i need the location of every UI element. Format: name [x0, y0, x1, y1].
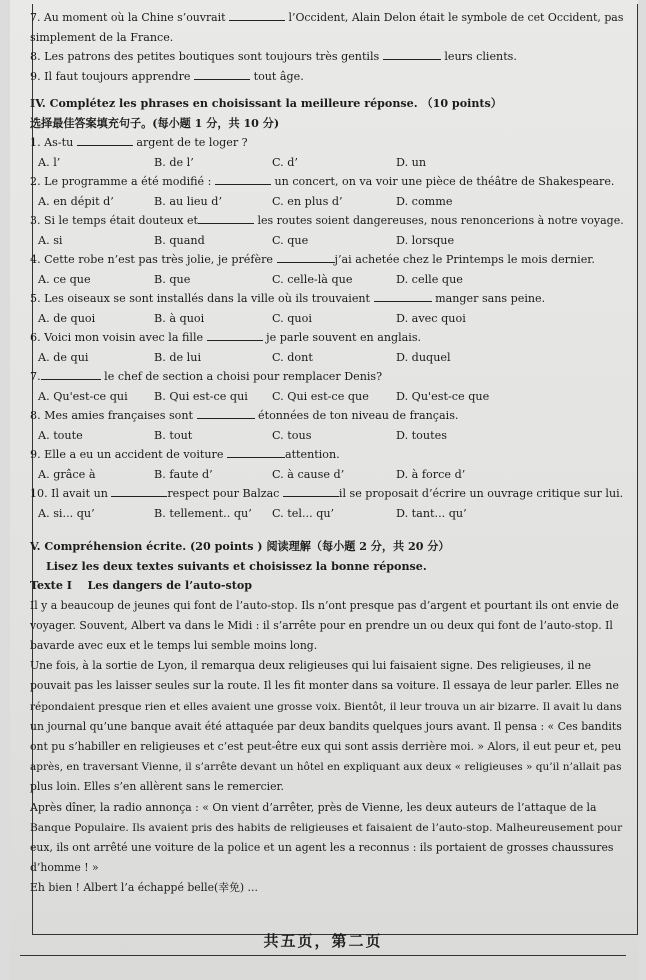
section-5-instruction: Lisez les deux textes suivants et choisissez la bonne réponse. [46, 559, 427, 573]
option-d[interactable]: D. toutes [396, 428, 447, 442]
option-a[interactable]: A. ce que [38, 272, 91, 286]
option-d[interactable]: D. celle que [396, 272, 463, 286]
option-d[interactable]: D. tant... qu’ [396, 506, 467, 520]
question-item: 6. Voici mon voisin avec la fille je parle souvent en anglais. A. de qui B. de lui C. dont D. duquel [30, 328, 626, 367]
option-a[interactable]: A. en dépit d’ [38, 194, 114, 208]
answer-blank[interactable] [194, 67, 250, 80]
text-line: eux, ils ont arrêté une voiture de la police et un agent les a reconnus : ils portaient de grosses chaussures [30, 840, 614, 854]
option-a[interactable]: A. de quoi [38, 311, 96, 325]
option-c[interactable]: C. d’ [272, 155, 298, 169]
option-d[interactable]: D. un [396, 155, 427, 169]
option-b[interactable]: B. quand [154, 233, 205, 247]
option-b[interactable]: B. que [154, 272, 191, 286]
option-a[interactable]: A. l’ [38, 155, 61, 169]
answer-blank[interactable] [207, 328, 263, 341]
question-item: 3. Si le temps était douteux et les routes soient dangereuses, nous renoncerions à notre voyage. A. si B. quand C. que D. lorsque [30, 211, 626, 250]
text-line: répondaient presque rien et elles avaient une grosse voix. Bientôt, il leur trouva un air bizarre. Il avait lu dans [30, 700, 622, 713]
option-d[interactable]: D. à force d’ [396, 467, 466, 481]
text-line: d’homme ! » [30, 861, 99, 875]
text-line: Une fois, à la sortie de Lyon, il remarqua deux religieuses qui lui faisaient signe. Des religieuses, il ne [30, 659, 592, 673]
text-line: un journal qu’une banque avait été attaquée par deux bandits quelques jours avant. Il pensa : « Ces bandits [30, 719, 622, 733]
option-d[interactable]: D. avec quoi [396, 311, 466, 325]
option-c[interactable]: C. tel... qu’ [272, 506, 335, 520]
reading-text [30, 596, 626, 899]
option-b[interactable]: B. de l’ [154, 155, 194, 169]
question-item: 5. Les oiseaux se sont installés dans la ville où ils trouvaient manger sans peine. A. de quoi B. à quoi C. quoi D. avec quoi [30, 289, 626, 328]
option-a[interactable]: A. si [38, 233, 63, 247]
answer-blank[interactable] [374, 289, 432, 302]
footer-divider [20, 955, 626, 956]
question-7-top: 7. Au moment où la Chine s’ouvrait l’Occident, Alain Delon était le symbole de cet Occident, pas [30, 8, 626, 28]
text-line: après, en traversant Vienne, il s’arrête devant un hôtel en expliquant aux deux « religieuses » qu’il n’allait pas [30, 761, 622, 774]
option-b[interactable]: B. Qui est-ce qui [154, 389, 248, 403]
option-c[interactable]: C. Qui est-ce que [272, 389, 369, 403]
option-c[interactable]: C. quoi [272, 311, 312, 325]
answer-blank[interactable] [383, 47, 441, 60]
question-item: 1. As-tu argent de te loger ? A. l’ B. de l’ C. d’ D. un [30, 133, 626, 172]
option-d[interactable]: D. comme [396, 194, 453, 208]
question-8-top: 8. Les patrons des petites boutiques sont toujours très gentils leurs clients. [30, 47, 626, 67]
option-b[interactable]: B. tellement.. qu’ [154, 506, 252, 520]
option-b[interactable]: B. faute d’ [154, 467, 213, 481]
option-b[interactable]: B. au lieu d’ [154, 194, 223, 208]
text-line: pouvait pas les laisser seules sur la route. Il les fit monter dans sa voiture. Il essaya de leur parler. Elles ne [30, 679, 619, 693]
section-4-instruction-cn: 选择最佳答案填充句子。(每小题 1 分，共 10 分) [30, 116, 280, 130]
text-title: Texte I Les dangers de l’auto-stop [30, 579, 253, 592]
question-item: 4. Cette robe n’est pas très jolie, je préfère j’ai achetée chez le Printemps le mois dernier. A. ce que B. que C. celle-là que D. celle que [30, 250, 626, 289]
question-9-top: 9. Il faut toujours apprendre tout âge. [30, 67, 626, 87]
question-item: 7. le chef de section a choisi pour remplacer Denis? A. Qu'est-ce qui B. Qui est-ce qui C. Qui est-ce que D. Qu'est-ce que [30, 367, 626, 406]
answer-blank[interactable] [227, 445, 285, 458]
question-item: 9. Elle a eu un accident de voiture attention. A. grâce à B. faute d’ C. à cause d’ D. à force d’ [30, 445, 626, 484]
option-c[interactable]: C. que [272, 233, 309, 247]
answer-blank[interactable] [77, 133, 133, 146]
option-a[interactable]: A. Qu'est-ce qui [38, 389, 128, 403]
answer-blank[interactable] [197, 406, 255, 419]
top-items [30, 8, 626, 86]
text-line: Banque Populaire. Ils avaient pris des habits de religieuses et faisaient de l’auto-stop. Malheureusement pour [30, 820, 623, 834]
answer-blank[interactable] [215, 172, 271, 185]
text-line: Eh bien ! Albert l’a échappé belle(幸免) ... [30, 881, 258, 895]
option-c[interactable]: C. celle-là que [272, 272, 353, 286]
option-a[interactable]: A. toute [38, 428, 83, 442]
text-line: bavarde avec eux et le temps lui semble moins long. [30, 638, 318, 652]
option-c[interactable]: C. en plus d’ [272, 194, 343, 208]
option-c[interactable]: C. à cause d’ [272, 467, 345, 481]
text-line: plus loin. Elles s’en allèrent sans le remercier. [30, 780, 284, 794]
question-item: 8. Mes amies françaises sont étonnées de ton niveau de français. A. toute B. tout C. tous D. toutes [30, 406, 626, 445]
page-footer: 共五页，第二页 [263, 932, 383, 950]
exam-content [30, 8, 626, 899]
option-b[interactable]: B. à quoi [154, 311, 205, 325]
option-b[interactable]: B. tout [154, 428, 193, 442]
text-line: Il y a beaucoup de jeunes qui font de l’auto-stop. Ils n’ont presque pas d’argent et pourtant ils ont envie de [30, 598, 619, 612]
section-5-heading: V. Compréhension écrite. (20 points ) 阅读理解（每小题 2 分，共 20 分） [30, 540, 450, 553]
answer-blank[interactable] [41, 367, 101, 380]
option-a[interactable]: A. si... qu’ [38, 506, 95, 520]
question-item: 2. Le programme a été modifié : un concert, on va voir une pièce de théâtre de Shakespeare. A. en dépit d’ B. au lieu d’ C. en plus d’ D. comme [30, 172, 626, 211]
option-b[interactable]: B. de lui [154, 350, 202, 364]
question-7-continuation: simplement de la France. [30, 30, 174, 44]
option-a[interactable]: A. grâce à [38, 467, 96, 481]
section-4-heading: IV. Complétez les phrases en choisissant la meilleure réponse. （10 points） [30, 97, 502, 110]
option-c[interactable]: C. dont [272, 350, 313, 364]
answer-blank[interactable] [283, 484, 339, 497]
answer-blank[interactable] [198, 211, 254, 224]
question-list [30, 133, 626, 523]
section-4 [30, 94, 626, 523]
text-line: voyager. Souvent, Albert va dans le Midi : il s’arrête pour en prendre un ou deux qui font de l’auto-stop. Il [30, 618, 613, 632]
text-line: ont pu s’habiller en religieuses et c’est peut-être eux qui sont assis derrière moi. » Alors, il eut peur et, peu [30, 739, 622, 753]
answer-blank[interactable] [277, 250, 335, 263]
option-d[interactable]: D. Qu'est-ce que [396, 389, 490, 403]
section-5 [30, 537, 626, 899]
answer-blank[interactable] [229, 8, 285, 21]
option-d[interactable]: D. duquel [396, 350, 451, 364]
answer-blank[interactable] [111, 484, 167, 497]
option-a[interactable]: A. de qui [38, 350, 89, 364]
question-item: 10. Il avait un respect pour Balzac il se proposait d’écrire un ouvrage critique sur lui. A. si... qu’ B. tellement.. qu’ C. tel... qu’ D. tant... qu’ [30, 484, 626, 523]
option-c[interactable]: C. tous [272, 428, 312, 442]
text-line: Après dîner, la radio annonça : « On vient d’arrêter, près de Vienne, les deux auteurs de l’attaque de la [30, 800, 597, 814]
option-d[interactable]: D. lorsque [396, 233, 455, 247]
